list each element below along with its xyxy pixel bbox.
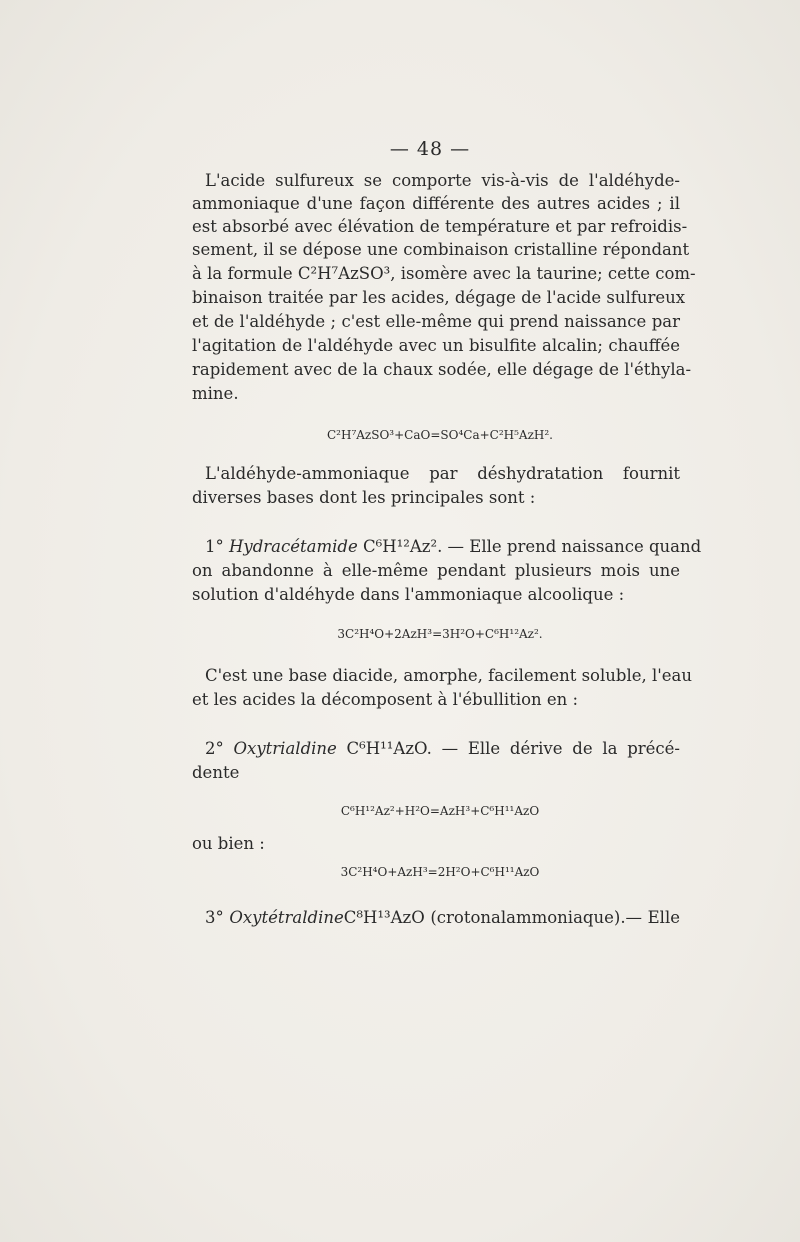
- text-line: binaison traitée par les acides, dégage de l'acide sulfureux: [192, 288, 686, 307]
- text-line: L'aldéhyde-ammoniaque par déshydratation fournit: [205, 464, 680, 483]
- text-line: rapidement avec de la chaux sodée, elle dégage de l'éthyla-: [192, 360, 692, 379]
- compound-formula: C⁶H¹¹AzO.: [346, 739, 432, 758]
- item-number: 2°: [205, 739, 224, 758]
- text-line: dente: [192, 763, 240, 782]
- compound-name: Oxytétraldine: [229, 908, 344, 927]
- text-line: et les acides la décomposent à l'ébullition en :: [192, 690, 579, 709]
- text-line: est absorbé avec élévation de température et par refroidis-: [192, 217, 688, 236]
- chemical-equation: 3C²H⁴O+2AzH³=3H²O+C⁶H¹²Az².: [337, 627, 543, 641]
- text-run: — Elle dérive de la précé-: [431, 739, 680, 758]
- chemical-equation: C⁶H¹²Az²+H²O=AzH³+C⁶H¹¹AzO: [340, 804, 540, 818]
- list-item-heading: [205, 907, 680, 929]
- item-number: 1°: [205, 537, 224, 556]
- text-line: l'agitation de l'aldéhyde avec un bisulfite alcalin; chauffée: [192, 336, 680, 355]
- compound-name: Oxytrialdine: [233, 739, 337, 758]
- item-number: 3°: [205, 908, 224, 927]
- text-line: on abandonne à elle-même pendant plusieurs mois une: [192, 561, 680, 580]
- text-line: et de l'aldéhyde ; c'est elle-même qui prend naissance par: [192, 312, 680, 331]
- chemical-equation: 3C²H⁴O+AzH³=2H²O+C⁶H¹¹AzO: [340, 865, 540, 879]
- text-run: (crotonalammoniaque).— Elle: [424, 908, 680, 927]
- text-line: C'est une base diacide, amorphe, facilement soluble, l'eau: [205, 666, 693, 685]
- text-run: — Elle prend naissance quand: [442, 537, 702, 556]
- list-item-heading: [205, 536, 702, 558]
- text-line: ammoniaque d'une façon différente des autres acides ; il: [192, 194, 680, 213]
- list-item-heading: [205, 738, 680, 760]
- text-line: mine.: [192, 384, 239, 403]
- text-line: solution d'aldéhyde dans l'ammoniaque alcoolique :: [192, 585, 625, 604]
- compound-formula: C⁶H¹²Az².: [362, 537, 443, 556]
- compound-name: Hydracétamide: [229, 537, 358, 556]
- text-line: ou bien :: [192, 834, 265, 853]
- chemical-equation: C²H⁷AzSO³+CaO=SO⁴Ca+C²H⁵AzH².: [326, 428, 553, 442]
- page-number: — 48 —: [389, 138, 471, 160]
- text-line: diverses bases dont les principales sont :: [192, 488, 536, 507]
- text-line: à la formule C²H⁷AzSO³, isomère avec la taurine; cette com-: [192, 264, 696, 283]
- text-line: sement, il se dépose une combinaison cristalline répondant: [192, 240, 690, 259]
- compound-formula: C⁸H¹³AzO: [343, 908, 425, 927]
- text-line: L'acide sulfureux se comporte vis-à-vis de l'aldéhyde-: [205, 171, 680, 190]
